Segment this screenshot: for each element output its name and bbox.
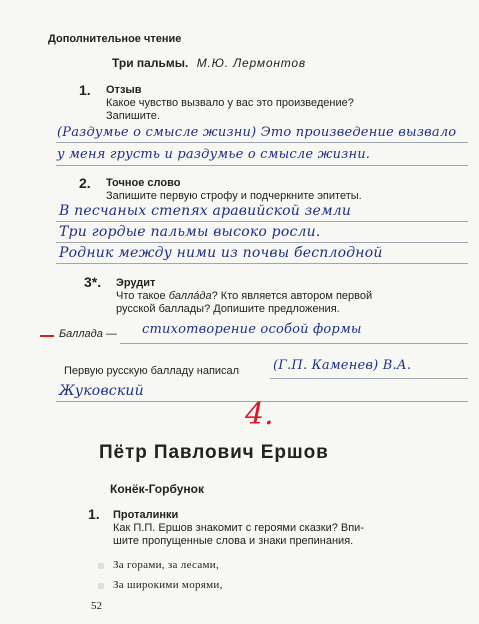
task3-text-line1 [116,290,372,303]
answer-line [270,378,468,379]
verse-marker [98,583,104,589]
task3-term-ballad: баллáда [168,290,212,302]
task3-text-line1-start: Что такое [116,290,169,302]
task3-handwritten-answer2a: (Г.П. Каменев) В.А. [273,358,412,373]
work-title: Конёк-Горбунок [110,482,204,496]
task3-prompt-first-ballad: Первую русскую балладу написал [64,365,240,377]
poem-title: Три пальмы. [112,56,189,70]
answer-line [56,242,468,243]
task2-number: 2. [79,175,91,191]
task1-text-line2: Запишите. [106,110,160,122]
task1-text-line1: Какое чувство вызвало у вас это произведение? [106,97,354,109]
answer-line [56,221,468,222]
task4-text-line2: шите пропущенные слова и знаки препинания. [113,535,354,547]
verse-line2: За широкими морями, [113,579,223,591]
task4-number: 1. [88,506,100,522]
task3-text-line1-end: ? Кто является автором первой [211,290,373,302]
task1-title: Отзыв [106,84,142,96]
task3-prompt-ballad: Баллада — [59,328,117,340]
task2-handwritten-answer-line1: В песчаных степях аравийской земли [59,203,352,219]
answer-line [120,343,468,344]
answer-line [56,263,468,264]
task2-text-line1: Запишите первую строфу и подчеркните эпитеты. [106,190,362,202]
task3-title: Эрудит [116,277,156,289]
teacher-grade: 4. [245,397,274,432]
poem-author: М.Ю. Лермонтов [196,56,306,70]
answer-line [56,142,468,143]
task1-handwritten-answer-line2: у меня грусть и раздумье о смысле жизни. [57,147,371,162]
task2-title: Точное слово [106,177,181,189]
task1-number: 1. [79,82,91,98]
task3-handwritten-answer2b: Жуковский [59,383,144,399]
task3-handwritten-answer1: стихотворение особой формы [142,322,362,337]
task2-handwritten-answer-line2: Три гордые пальмы высоко росли. [59,224,321,240]
section-header: Дополнительное чтение [48,33,182,45]
task3-text-line2: русской баллады? Допишите предложения. [116,303,340,315]
task4-title: Проталинки [113,509,179,521]
task1-handwritten-answer-line1: (Раздумье о смысле жизни) Это произведение вызвало [57,125,457,140]
red-margin-dash [40,335,54,337]
page-number: 52 [91,600,102,612]
poem-title-line [112,54,306,72]
task3-number: 3*. [84,274,102,290]
verse-line1: За горами, за лесами, [113,559,220,571]
task4-text-line1: Как П.П. Ершов знакомит с героями сказки? Впи- [113,522,364,534]
answer-line [56,165,468,166]
task2-handwritten-answer-line3: Родник между ними из почвы бесплодной [59,245,383,261]
verse-marker [98,563,104,569]
chapter-title: Пётр Павлович Ершов [99,442,329,463]
